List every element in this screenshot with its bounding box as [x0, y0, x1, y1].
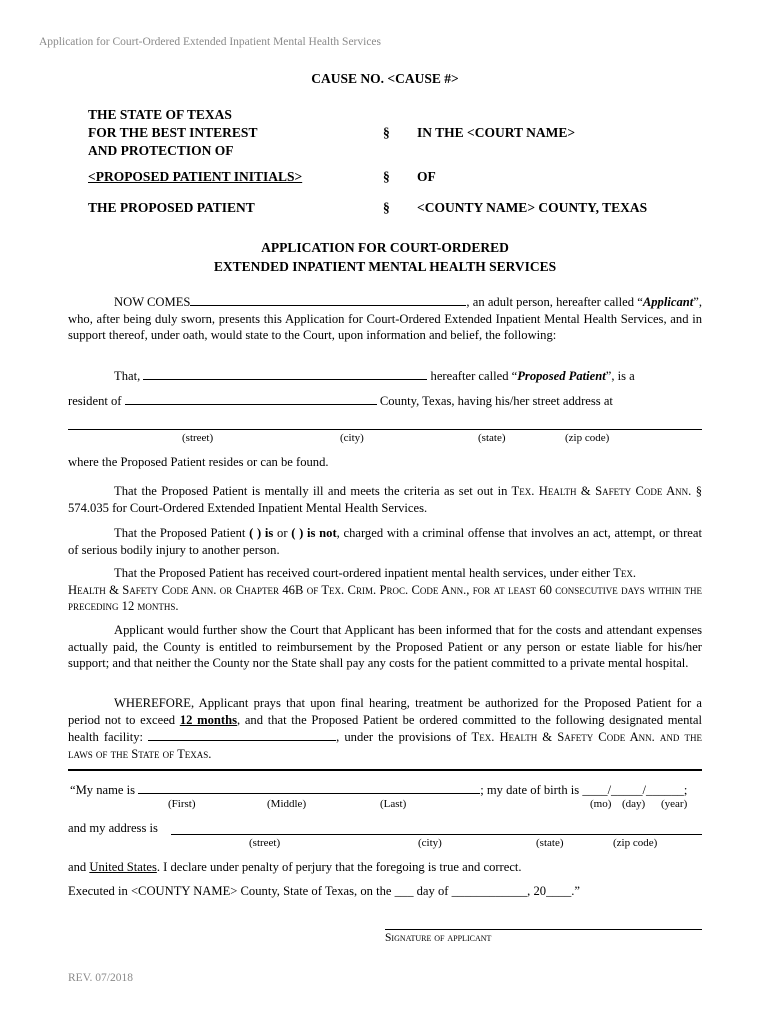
wherefore-text-d: afety Code Ann. and the laws of the State of Texas. — [68, 730, 702, 762]
addr-label-street: (street) — [182, 432, 214, 444]
proposed-patient-term: Proposed Patient — [517, 369, 606, 383]
my-name-line — [70, 781, 687, 798]
perjury-line — [68, 860, 522, 875]
addr-label-state: (state) — [478, 432, 506, 444]
addr-label-city: (city) — [340, 432, 364, 444]
proposed-patient-name-field[interactable] — [143, 367, 427, 380]
that-label: That, — [114, 369, 141, 383]
hereafter-called: hereafter called “ — [430, 369, 518, 383]
wherefore-paragraph: WHEREFORE, Applicant prays that upon final hearing, treatment be authorized for the Proposed Patient for a period not to exceed 12 months, and that the Proposed Patient be ordered committed to the following designated mental health facility: , under the provisions of Tex. Health & Safety Code Ann. and the laws of the State of Texas. — [68, 696, 702, 762]
page-header-title: Application for Court-Ordered Extended Inpatient Mental Health Services — [39, 36, 382, 48]
and-text: and — [68, 860, 87, 874]
sc-text: C — [635, 484, 644, 498]
addr2-label-city: (city) — [418, 837, 442, 849]
charged-paragraph — [68, 525, 702, 558]
caption-best-interest: FOR THE BEST INTEREST — [88, 125, 258, 140]
section-symbol: § — [383, 200, 390, 215]
sc-text: . H — [531, 484, 548, 498]
declarant-address-field[interactable] — [171, 834, 702, 835]
county-field[interactable] — [125, 392, 377, 405]
name-label-last: (Last) — [380, 798, 407, 810]
wherefore-text: WHEREFORE, Applicant prays that upon final hearing, treatment be authorized for the Proposed Patient for a period not to exceed — [68, 696, 702, 727]
date-label-year: (year) — [661, 798, 688, 810]
wherefore-text-c: , under the provisions of T — [336, 730, 480, 745]
my-name-label: “My name is — [70, 783, 136, 797]
caption-county: <COUNTY NAME> COUNTY, TEXAS — [417, 200, 648, 215]
section-symbol: § — [383, 125, 390, 140]
caption-patient-initials: <PROPOSED PATIENT INITIALS> — [88, 169, 303, 184]
now-comes-label: NOW COMES — [114, 295, 191, 309]
that-line — [114, 367, 635, 384]
received-text: That the Proposed Patient has received court-ordered inpatient mental health services, under either T — [114, 566, 621, 580]
costs-text: Applicant would further show the Court that Applicant has been informed that for the costs and attendant expenses actually paid, the County is entitled to reimbursement by the Proposed Patient or any person or estate liable for his/her support; and that neither the County nor the State shall pay any costs for the patient committed to a private mental hospital. — [68, 623, 702, 671]
addr-label-zip: (zip code) — [565, 432, 610, 444]
sc-text: ex — [519, 484, 532, 498]
street-address-field[interactable] — [68, 429, 702, 430]
now-comes-paragraph — [68, 293, 702, 344]
applicant-term: Applicant — [642, 295, 694, 309]
my-address-label: and my address is — [68, 821, 158, 835]
addr2-label-street: (street) — [249, 837, 281, 849]
is-checkbox[interactable]: ( ) is — [249, 526, 274, 540]
name-label-first: (First) — [168, 798, 196, 810]
date-label-mo: (mo) — [590, 798, 612, 810]
wherefore-text-b: , and that the Proposed Patient be ordered committed to the following designated mental health facility: — [68, 712, 702, 745]
charged-rest: , charged with a criminal offense that involves an act, attempt, or threat of serious bodily injury to another person. — [68, 526, 702, 557]
revision-footer: REV. 07/2018 — [68, 972, 133, 984]
costs-paragraph — [68, 622, 702, 672]
caption-protection: AND PROTECTION OF — [88, 143, 234, 158]
mentally-ill-paragraph — [68, 483, 702, 516]
applicant-text: ”, who, after being duly sworn, presents this Application for Court-Ordered Extended Inpatient Mental Health Services, and in support thereof, under oath, would state to the Court, upon information and belief, the following: — [68, 295, 702, 343]
addr2-label-state: (state) — [536, 837, 564, 849]
county-address-text: County, Texas, having his/her street address at — [379, 394, 613, 408]
now-comes-rest: , an adult person, hereafter called — [466, 295, 635, 309]
mentally-ill-text: That the Proposed Patient is mentally ill and meets the criteria as set out in T — [114, 484, 520, 498]
received-paragraph: That the Proposed Patient has received court-ordered inpatient mental health services, under either Tex. Health & Safety Code Ann. or Chapter 46B of Tex. Crim. Proc. Code Ann., for at least 60 consecutive days within the preceding 12 months. — [68, 566, 702, 614]
or-text: or — [277, 526, 288, 540]
sc-text: ealth — [547, 484, 577, 498]
signature-label-rest: ignature of applicant — [391, 932, 492, 944]
received-rest: ealth & Safety Code Ann. or Chapter 46B of Tex. Crim. Proc. Code Ann., for at least 60 consecutive days within the preceding 12 months. — [68, 582, 702, 614]
quote-open: “ — [637, 295, 643, 309]
document-title-line2: EXTENDED INPATIENT MENTAL HEALTH SERVICES — [213, 259, 557, 274]
sc-text: afety — [602, 484, 632, 498]
resident-line — [68, 392, 613, 409]
applicant-name-field[interactable] — [190, 293, 466, 306]
months-term: 12 months — [179, 712, 237, 727]
signature-field[interactable] — [385, 929, 702, 930]
is-not-checkbox[interactable]: ( ) is not — [291, 526, 337, 540]
charged-text: That the Proposed Patient — [114, 526, 246, 540]
resident-of-label: resident of — [68, 394, 122, 408]
declarant-name-field[interactable] — [138, 781, 480, 794]
resides-text: where the Proposed Patient resides or can be found. — [68, 455, 329, 469]
caption-court-name: IN THE <COURT NAME> — [417, 125, 576, 140]
sc-text: ode — [643, 484, 663, 498]
section-symbol: § — [383, 169, 390, 184]
document-title-line1: APPLICATION FOR COURT-ORDERED — [261, 240, 509, 255]
addr2-label-zip: (zip code) — [613, 837, 658, 849]
sc-text: A — [662, 484, 676, 498]
sc-text: nn — [675, 484, 689, 498]
caption-of: OF — [417, 169, 436, 184]
section-divider — [68, 769, 702, 771]
perjury-text: . I declare under penalty of perjury that the foregoing is true and correct. — [156, 860, 522, 874]
sc-text: & S — [576, 484, 603, 498]
date-label-day: (day) — [622, 798, 646, 810]
signature-label-s: S — [385, 932, 392, 944]
is-a: ”, is a — [605, 369, 635, 383]
dob-field[interactable]: ____/_____/______; — [582, 783, 688, 797]
executed-line: Executed in <COUNTY NAME> County, State of Texas, on the ___ day of ____________, 20____.” — [68, 884, 580, 898]
signature-label — [385, 932, 491, 944]
name-label-middle: (Middle) — [267, 798, 307, 810]
mentally-ill-rest: . § 574.035 for Court-Ordered Extended Inpatient Mental Health Services. — [68, 484, 702, 515]
caption-state: THE STATE OF TEXAS — [88, 107, 232, 122]
facility-field[interactable] — [148, 728, 336, 741]
united-states-text: United States — [89, 860, 157, 874]
caption-proposed-patient: THE PROPOSED PATIENT — [88, 200, 255, 215]
cause-number: CAUSE NO. <CAUSE #> — [311, 71, 459, 86]
dob-label: ; my date of birth is — [480, 783, 580, 797]
